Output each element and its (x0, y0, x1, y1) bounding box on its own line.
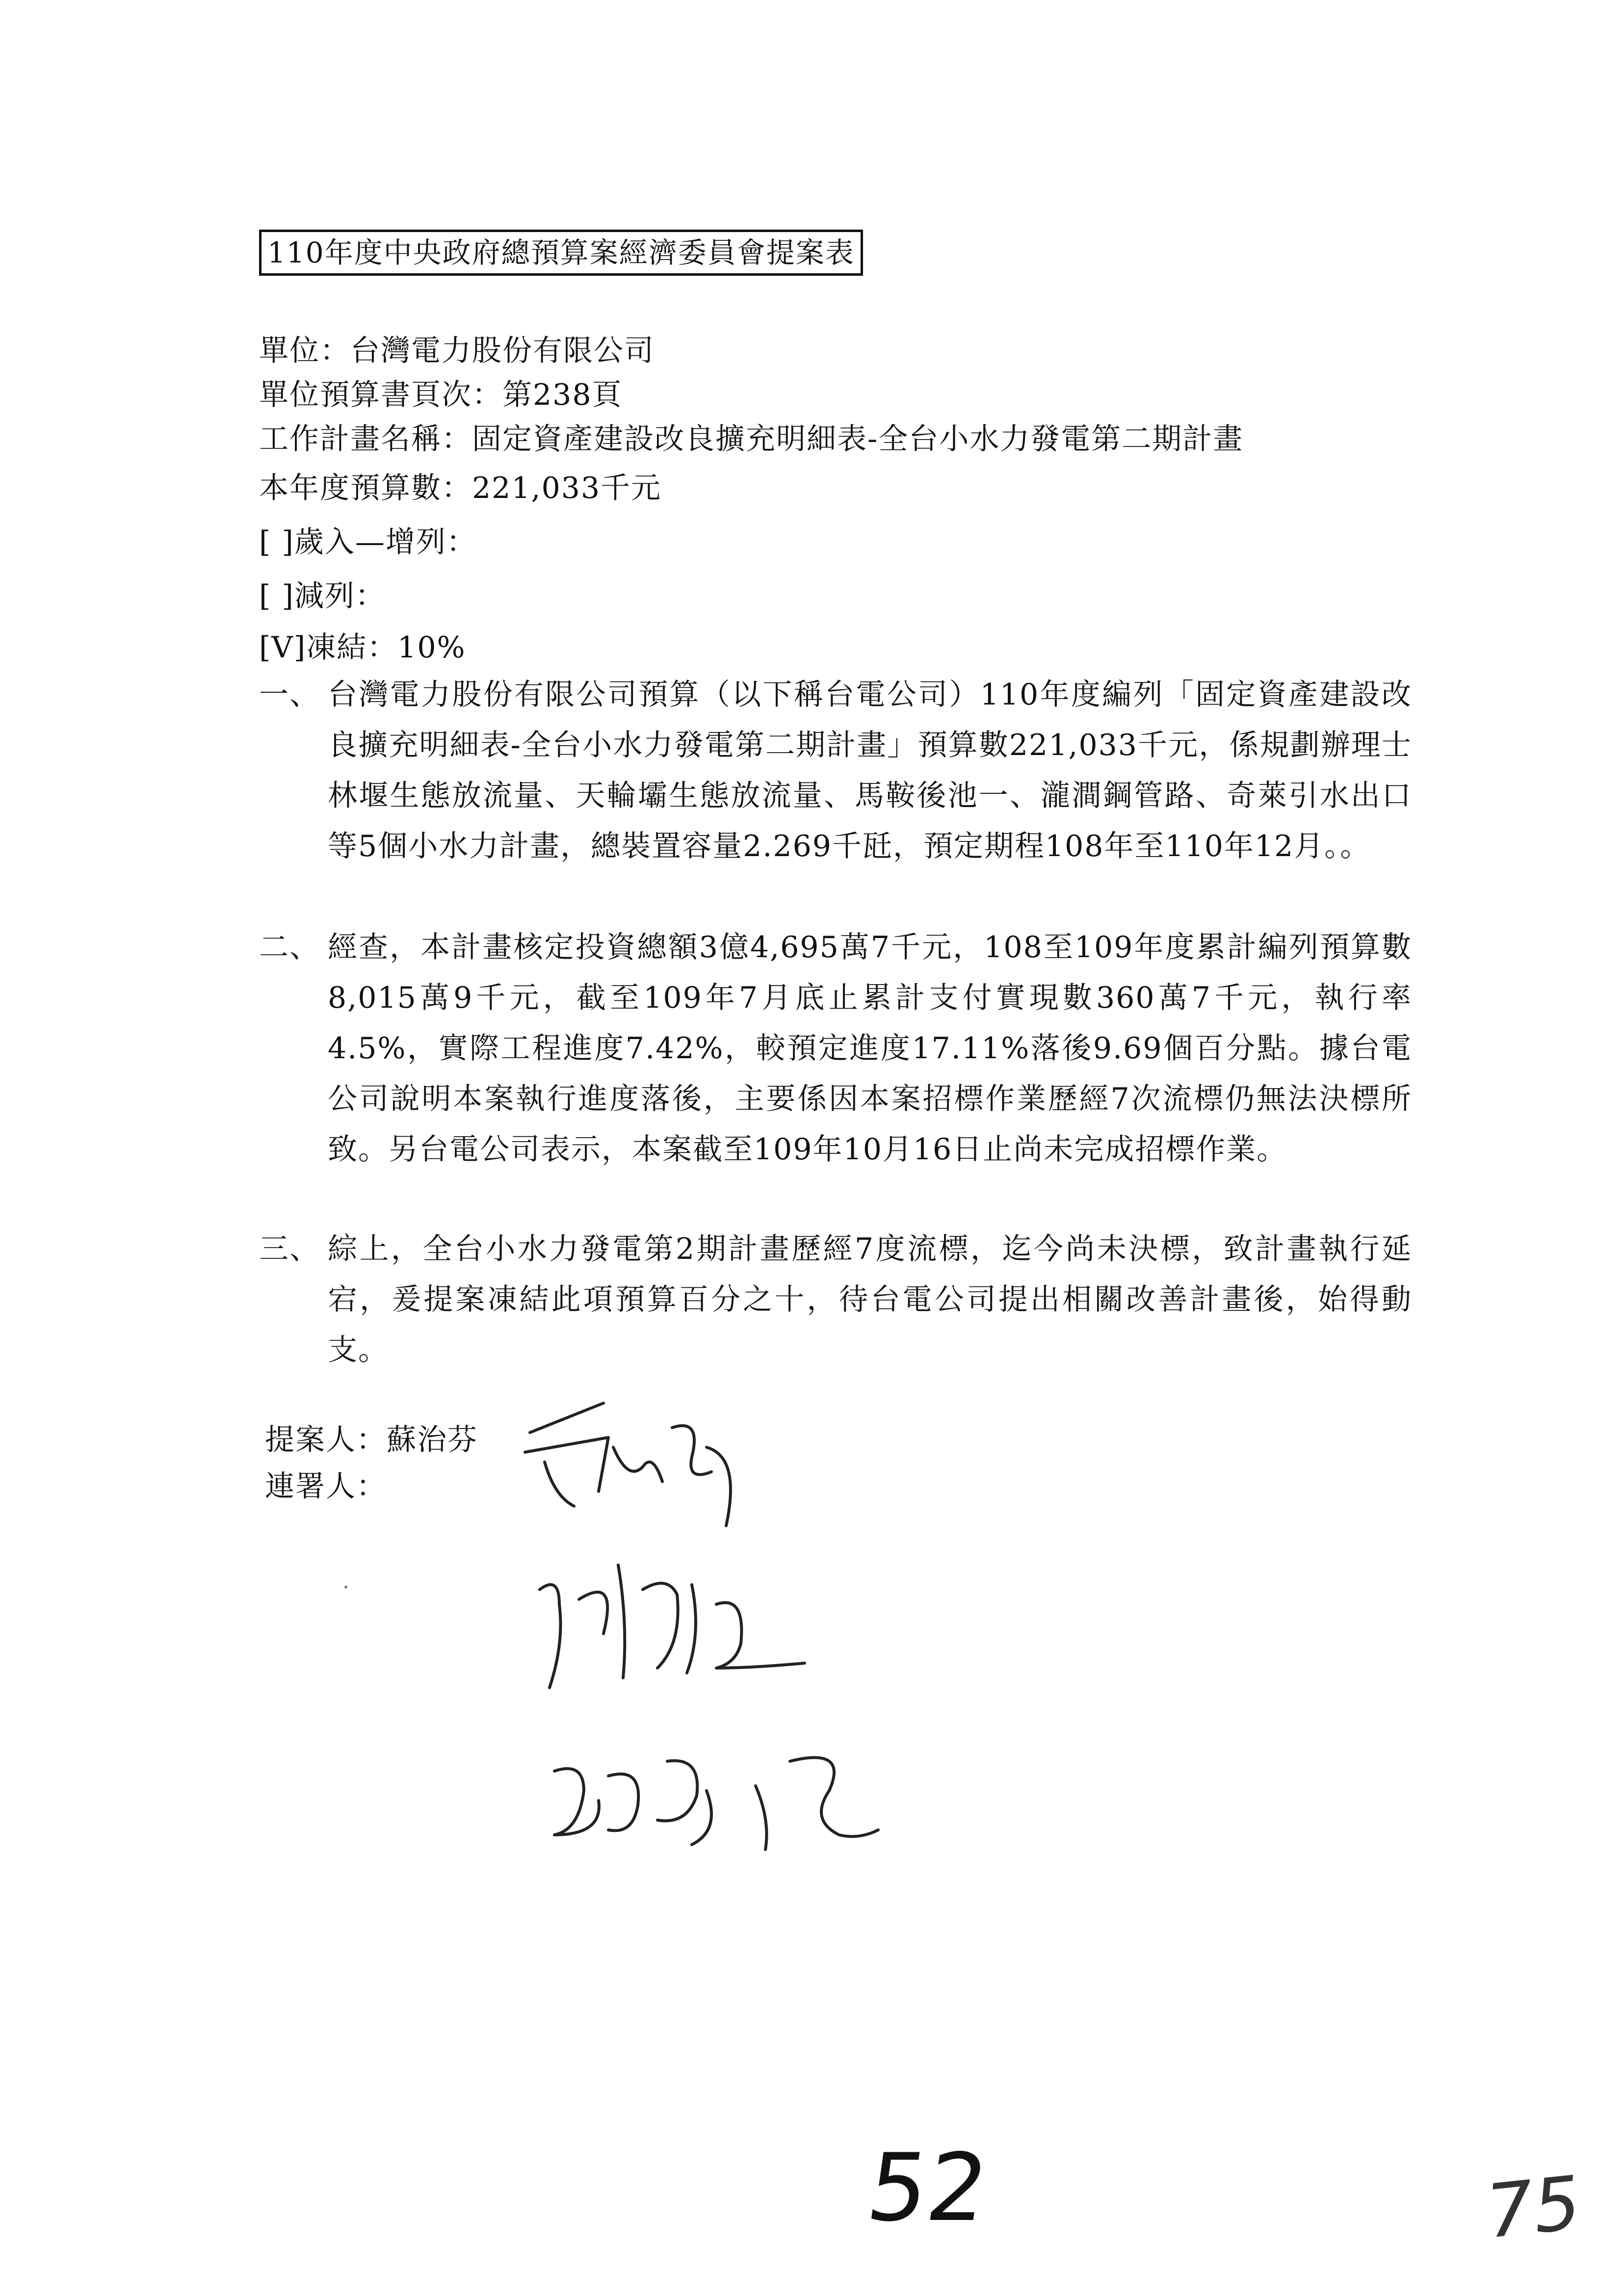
proposal-form-title: 110年度中央政府總預算案經濟委員會提案表 (259, 230, 863, 276)
budget-amount-line: 本年度預算數：221,033千元 (259, 471, 662, 505)
handwritten-page-number: 52 (861, 2134, 995, 2242)
budget-page-line: 單位預算書頁次：第238頁 (259, 378, 623, 412)
item-number: 二、 (259, 930, 320, 965)
item-text: 綜上，全台小水力發電第2期計畫歷經7度流標，迄今尚未決標，致計畫執行延宕，爰提案凍結此項預算百分之十，待台電公司提出相關改善計畫後，始得動支。 (328, 1232, 1412, 1367)
signature-cosigner-2 (545, 1732, 888, 1859)
proposal-item-3 (259, 1224, 1412, 1376)
proposer-line: 提案人：蘇治芬 (265, 1423, 478, 1457)
option-freeze: [V]凍結：10% (259, 630, 466, 665)
item-text: 經查，本計畫核定投資總額3億4,695萬7千元，108至109年度累計編列預算數8,015萬9千元，截至109年7月底止累計支付實現數360萬7千元，執行率4.5%，實際工程進度7.42%，較預定進度17.11%落後9.69個百分點。據台電公司說明本案執行進度落後，主要係因本案招標作業歷經7次流標仍無法決標所致。另台電公司表示，本案截至109年10月16日止尚未完成招標作業。 (328, 930, 1412, 1167)
signature-cosigner-1 (530, 1545, 824, 1693)
proposal-item-1 (259, 670, 1412, 872)
option-decrease: [ ]減列： (259, 579, 386, 613)
item-text: 台灣電力股份有限公司預算（以下稱台電公司）110年度編列「固定資產建設改良擴充明細表-全台小水力發電第二期計畫」預算數221,033千元，係規劃辦理士林堰生態放流量、天輪壩生態放流量、馬鞍後池一、瀧澗鋼管路、奇萊引水出口等5個小水力計畫，總裝置容量2.269千瓩，預定期程108年至110年12月。。 (328, 678, 1412, 863)
plan-name-line: 工作計畫名稱：固定資產建設改良擴充明細表-全台小水力發電第二期計畫 (259, 422, 1244, 456)
handwritten-sheet-number: 75 (1482, 2160, 1585, 2255)
signature-proposer (515, 1398, 760, 1545)
item-number: 一、 (259, 678, 320, 712)
unit-line: 單位：台灣電力股份有限公司 (259, 334, 655, 368)
cosigners-label: 連署人： (265, 1469, 387, 1504)
proposal-item-2 (259, 922, 1412, 1175)
scan-speck (344, 1586, 347, 1589)
item-number: 三、 (259, 1232, 320, 1266)
option-revenue-increase: [ ]歲入—增列： (259, 525, 477, 559)
